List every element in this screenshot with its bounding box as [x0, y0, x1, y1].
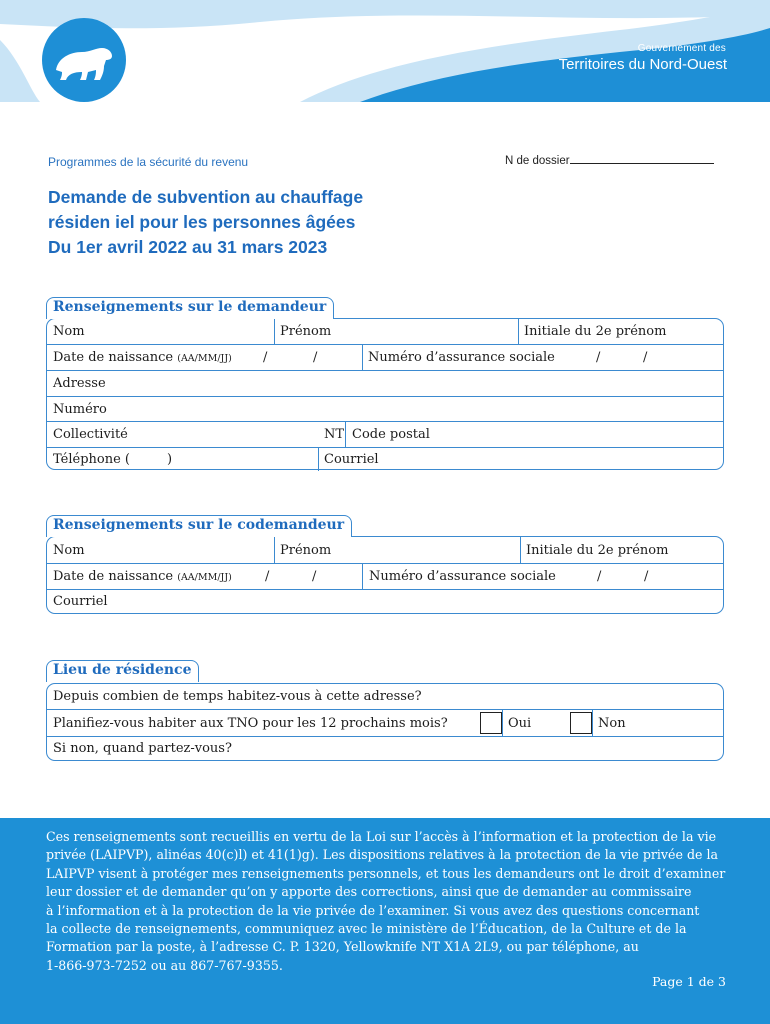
- applicant-sin-field[interactable]: Numéro d’assurance sociale: [368, 350, 555, 365]
- header-banner: [0, 0, 770, 102]
- coapplicant-initial-field[interactable]: Initiale du 2e prénom: [526, 543, 669, 558]
- applicant-email-field[interactable]: Courriel: [324, 452, 379, 467]
- applicant-section: [46, 318, 724, 470]
- applicant-community-field[interactable]: Collectivité: [53, 427, 128, 442]
- privacy-footer: [0, 818, 770, 1024]
- applicant-initial-field[interactable]: Initiale du 2e prénom: [524, 324, 667, 339]
- applicant-dob-slash-2: /: [313, 350, 318, 365]
- privacy-notice-line: Formation par la poste, à l’adresse C. P. 1320, Yellowknife NT X1A 2L9, ou par téléphone, au: [46, 939, 639, 955]
- applicant-sin-slash-2: /: [643, 350, 648, 365]
- coapplicant-nom-field[interactable]: Nom: [53, 543, 85, 558]
- coapplicant-section-title: Renseignements sur le codemandeur: [46, 515, 352, 537]
- residence-row-leaving: [47, 736, 723, 762]
- coapplicant-dob-field[interactable]: [53, 570, 232, 585]
- coapplicant-sin-slash-1: /: [597, 569, 602, 584]
- coapplicant-dob-slash-2: /: [312, 569, 317, 584]
- residence-plan-question: Planifiez-vous habiter aux TNO pour les 12 prochains mois?: [53, 716, 448, 731]
- privacy-notice-line: LAIPVP visent à protéger mes renseignements personnels, et tous les demandeurs ont le droit d’examiner: [46, 865, 726, 881]
- residence-section-title: Lieu de résidence: [46, 660, 199, 682]
- privacy-notice-line: Ces renseignements sont recueillis en vertu de la Loi sur l’accès à l’information et la protection de la vie: [46, 829, 717, 844]
- applicant-phone-paren: ): [167, 452, 173, 467]
- applicant-dob-label: Date de naissance: [53, 350, 174, 365]
- program-name: Programmes de la sécurité du revenu: [48, 155, 249, 169]
- applicant-row-phone: [47, 447, 723, 471]
- privacy-notice-line: 1-866-973-7252 ou au 867-767-9355.: [46, 957, 283, 973]
- residence-section: [46, 683, 724, 761]
- non-label: Non: [598, 716, 626, 731]
- applicant-prenom-field[interactable]: Prénom: [280, 324, 332, 339]
- privacy-notice-line: privée (LAIPVP), alinéas 40(c)l) et 41(1)g). Les dispositions relatives à la protection de la vie privée de la: [46, 847, 719, 863]
- coapplicant-email-field[interactable]: Courriel: [53, 594, 108, 609]
- form-title-line-3: Du 1er avril 2022 au 31 mars 2023: [48, 237, 328, 257]
- residence-row-plan: [47, 709, 723, 736]
- applicant-phone-field[interactable]: [53, 453, 130, 467]
- coapplicant-row-dob: [47, 563, 723, 589]
- form-title-line-2: résiden iel pour les personnes âgées: [48, 212, 356, 232]
- applicant-number-field[interactable]: Numéro: [53, 402, 107, 417]
- applicant-address-field[interactable]: Adresse: [53, 376, 106, 391]
- file-number-label: N de dossier: [505, 155, 570, 167]
- coapplicant-row-name: [47, 537, 723, 563]
- government-label: Gouvernement des: [637, 43, 726, 54]
- residence-duration-field[interactable]: Depuis combien de temps habitez-vous à cette adresse?: [53, 689, 422, 704]
- coapplicant-section: [46, 536, 724, 614]
- applicant-nom-field[interactable]: Nom: [53, 324, 85, 339]
- file-number-field[interactable]: [505, 154, 714, 167]
- applicant-dob-field[interactable]: [53, 351, 232, 366]
- applicant-row-community: [47, 421, 723, 447]
- applicant-territory-code: NT: [324, 427, 345, 442]
- coapplicant-sin-slash-2: /: [644, 569, 649, 584]
- government-name: Territoires du Nord-Ouest: [558, 56, 727, 73]
- coapplicant-dob-label: Date de naissance: [53, 569, 174, 584]
- privacy-notice: [46, 828, 736, 975]
- privacy-notice-line: leur dossier et de demander qu’on y apporte des corrections, ainsi que de demander au commissaire: [46, 884, 692, 900]
- applicant-row-name: [47, 319, 723, 344]
- privacy-notice-line: la collecte de renseignements, communiquez avec le ministère de l’Éducation, de la Culture et de la: [46, 921, 687, 937]
- residence-leaving-field[interactable]: Si non, quand partez-vous?: [53, 741, 232, 756]
- coapplicant-sin-field[interactable]: Numéro d’assurance sociale: [369, 569, 556, 584]
- residence-row-duration: [47, 684, 723, 709]
- applicant-row-address: [47, 370, 723, 396]
- oui-label: Oui: [508, 716, 532, 731]
- coapplicant-dob-slash-1: /: [265, 569, 270, 584]
- applicant-postal-code-field[interactable]: Code postal: [352, 427, 430, 442]
- coapplicant-prenom-field[interactable]: Prénom: [280, 543, 332, 558]
- polar-bear-logo-icon: [42, 18, 126, 102]
- applicant-phone-label: Téléphone (: [53, 452, 130, 467]
- applicant-dob-slash-1: /: [263, 350, 268, 365]
- oui-checkbox[interactable]: [480, 712, 502, 734]
- form-title-line-1: Demande de subvention au chauffage: [48, 187, 364, 207]
- applicant-row-number: [47, 396, 723, 421]
- coapplicant-dob-format: (AA/MM/JJ): [177, 572, 232, 583]
- privacy-notice-line: à l’information et à la protection de la vie privée de l’examiner. Si vous avez des questions concernant: [46, 902, 700, 918]
- non-checkbox[interactable]: [570, 712, 592, 734]
- coapplicant-row-email: [47, 589, 723, 615]
- applicant-section-title: Renseignements sur le demandeur: [46, 297, 334, 319]
- applicant-dob-format: (AA/MM/JJ): [177, 353, 232, 364]
- applicant-row-dob: [47, 344, 723, 370]
- applicant-sin-slash-1: /: [596, 350, 601, 365]
- page-number: Page 1 de 3: [652, 974, 726, 989]
- file-number-line[interactable]: [570, 154, 714, 164]
- form-title: [48, 185, 363, 260]
